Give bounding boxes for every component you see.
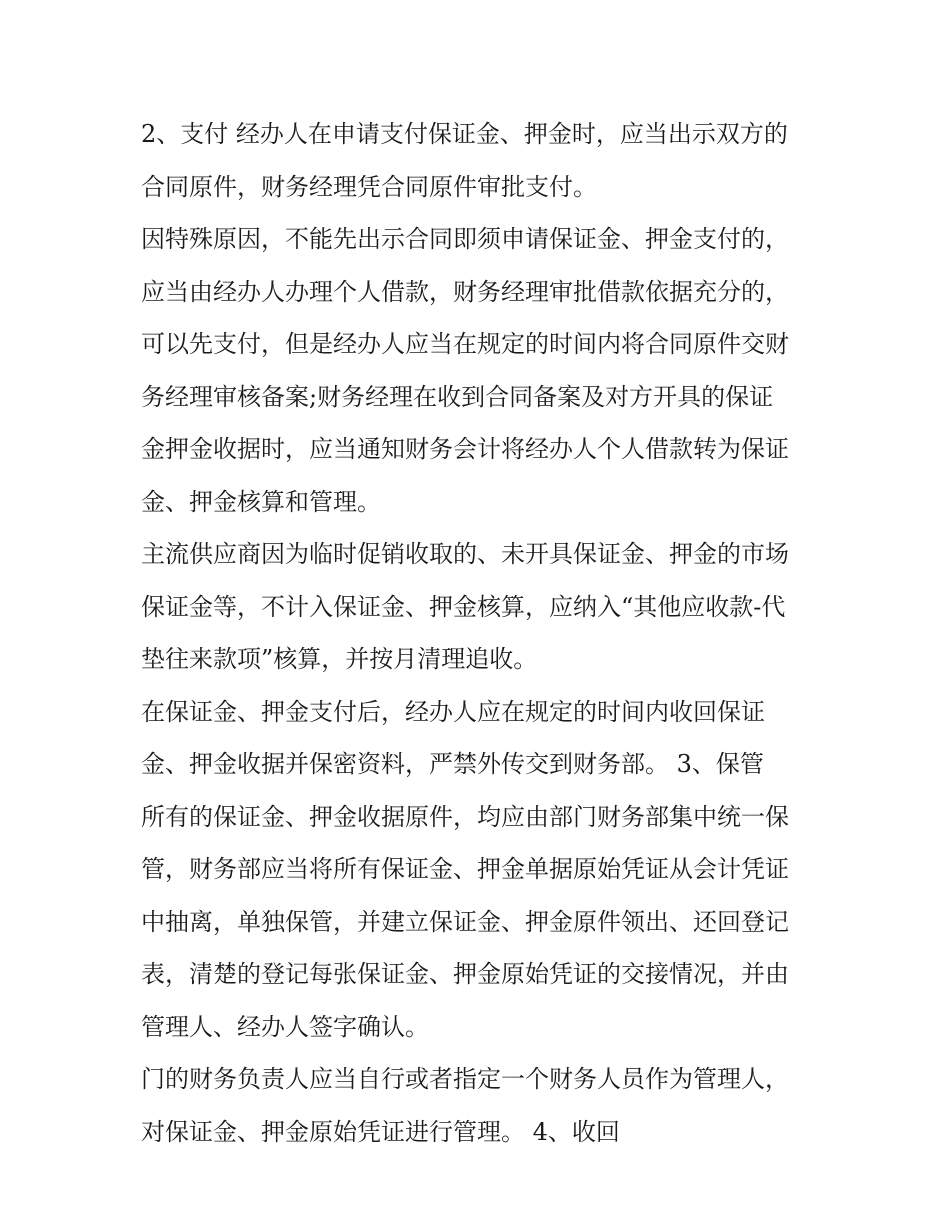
text-line: 中抽离，单独保管，并建立保证金、押金原件领出、还回登记	[141, 907, 789, 936]
text-line: 金、押金收据并保密资料，严禁外传交到财务部。 3、保管	[141, 750, 764, 778]
text-line: 金、押金核算和管理。	[141, 487, 381, 516]
text-line: 管理人、经办人签字确认。	[141, 1012, 429, 1041]
text-line: 门的财务负责人应当自行或者指定一个财务人员作为管理人，	[141, 1065, 789, 1093]
text-line: 所有的保证金、押金收据原件，均应由部门财务部集中统一保	[141, 802, 789, 831]
text-line: 2、支付 经办人在申请支付保证金、押金时，应当出示双方的	[141, 120, 788, 148]
text-line: 可以先支付，但是经办人应当在规定的时间内将合同原件交财	[141, 330, 789, 358]
text-line: 垫往来款项”核算，并按月清理追收。	[141, 645, 538, 673]
text-line: 对保证金、押金原始凭证进行管理。 4、收回	[141, 1117, 620, 1146]
text-line: 在保证金、押金支付后，经办人应在规定的时间内收回保证	[141, 697, 765, 726]
text-line: 因特殊原因，不能先出示合同即须申请保证金、押金支付的，	[141, 225, 789, 253]
text-line: 金押金收据时，应当通知财务会计将经办人个人借款转为保证	[141, 435, 789, 463]
text-line: 主流供应商因为临时促销收取的、未开具保证金、押金的市场	[141, 540, 789, 568]
document-body	[141, 108, 831, 1158]
text-line: 务经理审核备案;财务经理在收到合同备案及对方开具的保证	[141, 382, 774, 411]
text-line: 管，财务部应当将所有保证金、押金单据原始凭证从会计凭证	[141, 855, 789, 883]
text-line: 表，清楚的登记每张保证金、押金原始凭证的交接情况，并由	[141, 960, 789, 988]
text-line: 保证金等，不计入保证金、押金核算，应纳入“其他应收款-代	[141, 592, 786, 621]
text-line: 合同原件，财务经理凭合同原件审批支付。	[141, 172, 597, 201]
text-line: 应当由经办人办理个人借款，财务经理审批借款依据充分的，	[141, 277, 789, 306]
